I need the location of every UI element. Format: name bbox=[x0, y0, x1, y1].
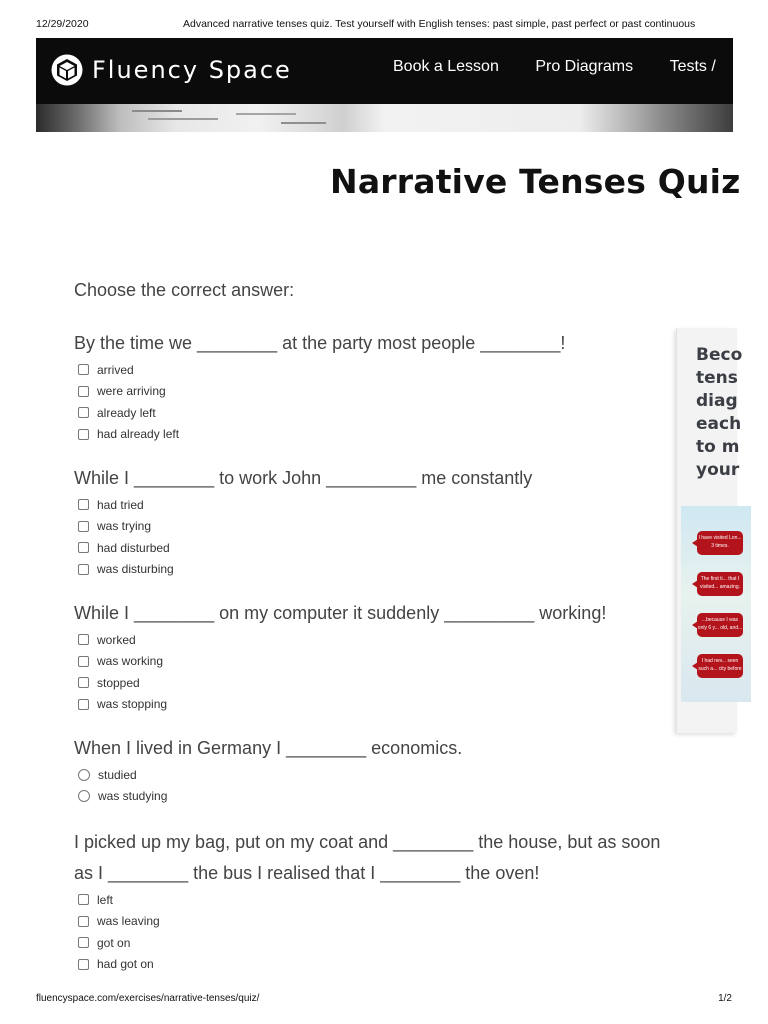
print-url: fluencyspace.com/exercises/narrative-tenses/quiz/ bbox=[36, 993, 260, 1004]
checkbox[interactable] bbox=[78, 937, 89, 948]
print-header bbox=[36, 18, 732, 32]
nav-tests[interactable]: Tests / bbox=[669, 58, 716, 75]
speech-bubble: I have visited Lon... 3 times. bbox=[697, 531, 743, 555]
answer-option[interactable]: already left bbox=[74, 402, 565, 424]
logo-text: Fluency Space bbox=[92, 56, 292, 84]
checkbox[interactable] bbox=[78, 429, 89, 440]
checkbox[interactable] bbox=[78, 386, 89, 397]
checkbox[interactable] bbox=[78, 894, 89, 905]
promo-text: Beco tens diag each to m your bbox=[696, 345, 743, 480]
answer-option[interactable]: worked bbox=[74, 629, 606, 651]
speech-bubble: I had nev... seen such a... city before bbox=[697, 654, 743, 678]
answer-option[interactable]: was working bbox=[74, 651, 606, 673]
question-3 bbox=[74, 598, 606, 715]
answer-option[interactable]: had disturbed bbox=[74, 537, 532, 559]
checkbox[interactable] bbox=[78, 634, 89, 645]
promo-diagram-image[interactable] bbox=[681, 506, 751, 702]
question-text: While I ________ to work John _________ me constantly bbox=[74, 468, 533, 488]
radio-button[interactable] bbox=[78, 769, 90, 781]
question-text-line-2: as I ________ the bus I realised that I ________ the oven! bbox=[74, 863, 540, 883]
answer-option[interactable]: got on bbox=[74, 932, 660, 954]
nav-links bbox=[393, 58, 748, 76]
side-promo-panel[interactable] bbox=[676, 328, 743, 733]
answer-option[interactable]: was leaving bbox=[74, 911, 660, 933]
answer-option[interactable]: had tried bbox=[74, 494, 532, 516]
question-2 bbox=[74, 463, 532, 580]
header-banner-image bbox=[36, 104, 733, 132]
checkbox[interactable] bbox=[78, 656, 89, 667]
answer-option[interactable]: left bbox=[74, 889, 660, 911]
print-date: 12/29/2020 bbox=[36, 18, 89, 30]
page-title: Narrative Tenses Quiz bbox=[330, 162, 741, 201]
answer-option[interactable]: stopped bbox=[74, 672, 606, 694]
question-text: By the time we ________ at the party most people ________! bbox=[74, 333, 566, 353]
top-navbar bbox=[36, 38, 733, 104]
answer-option[interactable]: was stopping bbox=[74, 694, 606, 716]
checkbox[interactable] bbox=[78, 677, 89, 688]
answer-option[interactable]: was studying bbox=[74, 786, 462, 808]
question-4 bbox=[74, 733, 462, 807]
question-text: When I lived in Germany I ________ economics. bbox=[74, 738, 463, 758]
speech-bubble: The first ti... that I visited... amazing. bbox=[697, 572, 743, 596]
answer-option[interactable]: was trying bbox=[74, 516, 532, 538]
question-text: While I ________ on my computer it suddenly _________ working! bbox=[74, 603, 607, 623]
print-document-title: Advanced narrative tenses quiz. Test yourself with English tenses: past simple, past perfect or past continuous bbox=[183, 18, 696, 30]
site-logo[interactable] bbox=[50, 53, 292, 87]
answer-option[interactable]: studied bbox=[74, 764, 462, 786]
question-1 bbox=[74, 328, 565, 445]
nav-book-lesson[interactable]: Book a Lesson bbox=[393, 58, 499, 75]
question-5 bbox=[74, 827, 660, 975]
print-footer bbox=[36, 993, 732, 1007]
answer-option[interactable]: were arriving bbox=[74, 381, 565, 403]
fluency-logo-icon bbox=[50, 53, 84, 87]
answer-option[interactable]: arrived bbox=[74, 359, 565, 381]
checkbox[interactable] bbox=[78, 916, 89, 927]
nav-pro-diagrams[interactable]: Pro Diagrams bbox=[535, 58, 634, 75]
checkbox[interactable] bbox=[78, 499, 89, 510]
checkbox[interactable] bbox=[78, 564, 89, 575]
answer-option[interactable]: had got on bbox=[74, 954, 660, 976]
answer-option[interactable]: was disturbing bbox=[74, 559, 532, 581]
speech-bubble: ...because I was only 6 y... old, and... bbox=[697, 613, 743, 637]
checkbox[interactable] bbox=[78, 699, 89, 710]
radio-button[interactable] bbox=[78, 790, 90, 802]
quiz-instructions: Choose the correct answer: bbox=[74, 280, 295, 300]
checkbox[interactable] bbox=[78, 959, 89, 970]
checkbox[interactable] bbox=[78, 521, 89, 532]
print-page-number: 1/2 bbox=[718, 993, 732, 1004]
checkbox[interactable] bbox=[78, 407, 89, 418]
checkbox[interactable] bbox=[78, 542, 89, 553]
checkbox[interactable] bbox=[78, 364, 89, 375]
answer-option[interactable]: had already left bbox=[74, 424, 565, 446]
question-text-line-1: I picked up my bag, put on my coat and ________ the house, but as soon bbox=[74, 832, 661, 852]
